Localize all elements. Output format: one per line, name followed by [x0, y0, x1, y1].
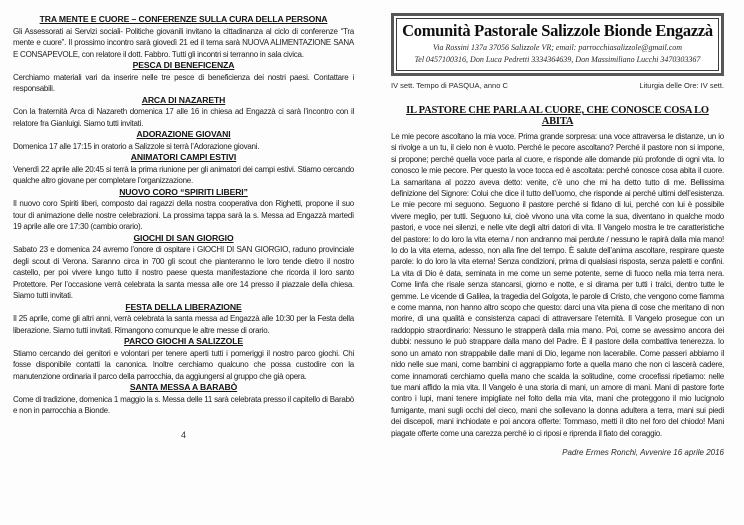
parish-title: Comunità Pastorale Salizzole Bionde Engazzà — [402, 21, 713, 40]
left-page — [13, 14, 354, 440]
section-body: Come di tradizione, domenica 1 maggio la s. Messa delle 11 sarà celebrata presso il capitello di Barabò e non in parrocchia a Bionde. — [13, 394, 354, 415]
section-nuovo-coro-spiriti-liberi — [13, 187, 354, 233]
parish-address-line2: Tel 0457100316, Don Luca Pedretti 3334364639, Don Massimiliano Lucchi 3470303367 — [414, 54, 701, 64]
page-number: 4 — [180, 429, 186, 440]
section-title: PARCO GIOCHI A SALIZZOLE — [123, 336, 244, 346]
section-title: SANTA MESSA A BARABÒ — [129, 382, 238, 392]
section-body: Venerdì 22 aprile alle 20:45 si terrà la prima riunione per gli animatori dei campi estivi. Stiamo cercando qualche altro giovane per completare l’organizzazione. — [13, 164, 354, 185]
section-body: Domenica 17 alle 17:15 in oratorio a Salizzole si terrà l’Adorazione giovani. — [13, 141, 260, 151]
parish-header-box — [391, 13, 724, 76]
section-body: Con la fraternità Arca di Nazareth domenica 17 alle 16 in chiesa ad Engazzà ci sarà l’incontro con il relatore fra Gianluigi. Siamo tutti invitati. — [13, 107, 354, 128]
section-title: GIOCHI DI SAN GIORGIO — [133, 232, 234, 243]
section-title: ANIMATORI CAMPI ESTIVI — [130, 152, 237, 162]
section-body: Il 25 aprile, come gli altri anni, verrà celebrata la santa messa ad Engazzà alle 10:30 per la Festa della liberazione. Siamo tutti invitati. Rimangono comunque le altre messe di orario. — [13, 314, 354, 335]
section-adorazione-giovani — [13, 129, 354, 152]
article-title: IL PASTORE CHE PARLA AL CUORE, CHE CONOSCE COSA LO ABITA — [406, 104, 709, 127]
parish-address-line1: Via Rossini 137a 37056 Salizzole VR; email: parrocchiasalizzole@gmail.com — [432, 42, 683, 52]
section-pesca-di-beneficenza — [13, 60, 354, 95]
section-giochi-di-san-giorgio — [13, 233, 354, 302]
section-body: Stiamo cercando dei genitori e volontari per tenere aperti tutti i pomeriggi il nostro parco giochi. Chi fosse disponibile contatti la canonica. Inoltre cerchiamo qualcuno che possa custodire con la manutenzione ordinaria il parco della parrocchia, da aggiungersi al gruppo che già opera. — [13, 348, 354, 381]
article-signature: Padre Ermes Ronchi, Avvenire 16 aprile 2016 — [562, 447, 724, 457]
section-festa-della-liberazione — [13, 302, 354, 337]
article-body: Le mie pecore ascoltano la mia voce. Prima grande sorpresa: una voce attraversa le distanze, un io si rivolge a un tu, il cielo non è vuoto. Perché le pecore ascoltano? Perché il pastore non si impone, si propone; perché quella voce parla al cuore, e risponde alle domande più profonde di ogni vita. Io conosco le mie pecore. Per questo la voce tocca ed è ascoltata: perché conosce cosa abita il cuore. La samaritana al pozzo aveva detto: venite, c’è uno che mi ha detto tutto di me. Bellissima definizione del Signore: Colui che dice il tutto dell’uomo, che risponde ai perché ultimi dell’esistenza. Le mie pecore mi seguono. Seguono il pastore perché si fidano di lui, perché con lui è possibile vivere meglio, per tutti. Seguono lui, cioè vivono una vita come la sua, diventano in qualche modo pastori, e voce nei silenzi, e nelle vite degli altri datori di vita. Il Vangelo mostra le tre caratteristiche del pastore: Io do loro la vita eterna / non andranno mai perdute / nessuno le rapirà dalla mia mano! Io do la vita eterna, adesso, non alla fine del tempo. È salute dell’anima ascoltare, respirare queste parole: Io do loro la vita eterna! Senza condizioni, prima di qualsiasi risposta, senza paletti e confini. La vita di Dio è data, seminata in me come un seme potente, seme di fuoco nella mia terra nera. Come linfa che risale senza stancarsi, giorno e notte, e si dirama per tutti i tralci, dentro tutte le gemme. Le vicende di Galilea, la tragedia del Golgota, le parole di Cristo, che vengono come fiamma e come manna, non hanno altro scopo che questo: darci una vita piena di cose che meritano di non morire, di una qualità e consistenza capaci di attraversare l’eternità. Il Vangelo prosegue con un raddoppio straordinario: Nessuno le strapperà dalla mia mano. Poi, come se avessimo ancora dei dubbi: nessuno le può strappare dalla mano del Padre. È il pastore della combattiva tenerezza. Io sono un amato non strappabile dalle mani di Dio, legame non lacerabile. Come passeri abbiamo il nido nelle sue mani, come bambini ci aggrappiamo forte a quella mano che non ci lascerà cadere, come innamorati cerchiamo quella mano che scalda la solitudine, come crocefissi ripetiamo: nelle tue mani affido la mia vita. Il Vangelo è una storia di mani, un amore di mani. Mani di pastore forte contro i lupi, mani tenere impigliate nel folto della mia vita, mani che proteggono il mio lucignolo fumigante, mani sugli occhi del cieco, mani che sollevano la donna adultera a terra, mani sui piedi dei discepoli, mani inchiodate e poi ancora offerte: Tommaso, metti il dito nel foro del chiodo! Mani piagate offerte come una carezza perché io ci riposi e riprenda il fiato del coraggio. — [391, 131, 724, 438]
section-title: PESCA DI BENEFICENZA — [132, 60, 235, 70]
section-animatori-campi-estivi — [13, 152, 354, 187]
section-parco-giochi-a-salizzole — [13, 336, 354, 382]
section-body: Sabato 23 e domenica 24 avremo l’onore di ospitare i GIOCHI DI SAN GIORGIO, raduno provinciale degli scout di Verona. Saranno circa in 700 gli scout che pianteranno le loro tende dietro il nostro castello, per poi vivere lungo tutto il nostro paese questa manifestazione che ricorda il loro santo Protettore. Per l’occasione verrà celebrata la santa messa alle ore 14 presso il piazzale della chiesa. Siamo tutti invitati. — [13, 245, 354, 300]
section-title: TRA MENTE E CUORE – CONFERENZE SULLA CURA DELLA PERSONA — [39, 14, 328, 24]
section-title: FESTA DELLA LIBERAZIONE — [125, 301, 242, 312]
section-arca-di-nazareth — [13, 95, 354, 130]
section-body: Gli Assessorati ai Servizi sociali- Politiche giovanili invitano la cittadinanza al ciclo di conferenze “Tra mente e cuore”. Il prossimo incontro sarà giovedì 21 ed il tema sarà NUOVA ALIMENTAZIONE SANA E CONSAPEVOLE, con relatore il dott. Fabbro. Tutti gli incontri si terranno in sala civica. — [13, 26, 354, 59]
liturgical-week-right: Liturgia delle Ore: IV sett. — [639, 80, 724, 90]
liturgical-week-row — [391, 81, 724, 90]
section-title: NUOVO CORO “SPIRITI LIBERI” — [119, 186, 248, 197]
parish-header-box-inner — [396, 18, 719, 71]
section-body: Cerchiamo materiali vari da inserire nelle tre pesce di beneficienza dei nostri paesi. Contattare i responsabili. — [13, 72, 354, 93]
right-page — [391, 13, 724, 457]
liturgical-week-left: IV sett. Tempo di PASQUA, anno C — [391, 80, 508, 90]
section-body: Il nuovo coro Spiriti liberi, composto dai ragazzi della nostra cooperativa don Righetti, propone il suo tour di animazione delle nostre celebrazioni. La prossima tappa sarà la s. Messa ad Engazzà martedì 19 aprile alle ore 17:30 (cambio orario). — [13, 199, 354, 231]
section-title: ADORAZIONE GIOVANI — [136, 129, 231, 139]
section-tra-mente-e-cuore — [13, 14, 354, 60]
section-title: ARCA DI NAZARETH — [141, 94, 226, 105]
section-santa-messa-a-barabo — [13, 382, 354, 417]
